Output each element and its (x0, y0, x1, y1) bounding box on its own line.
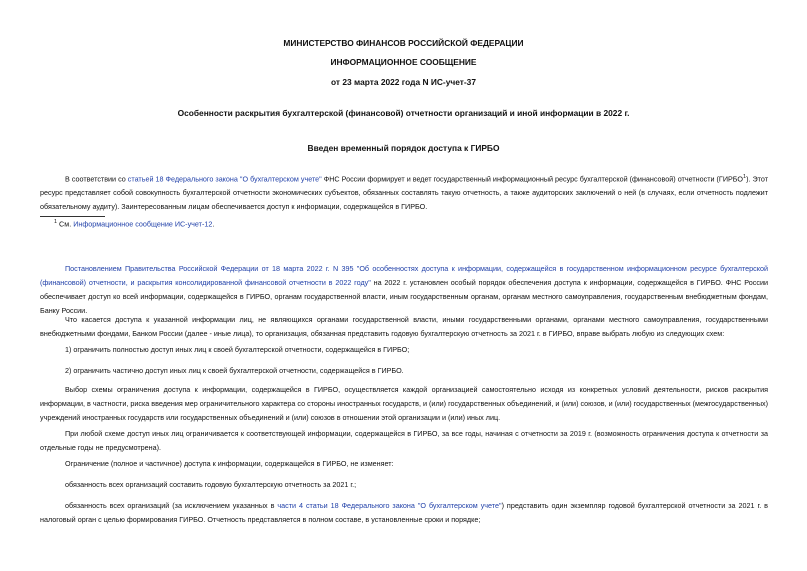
paragraph-9: обязанность всех организаций составить годовую бухгалтерскую отчетность за 2021 г.; (65, 480, 357, 489)
ministry-heading: МИНИСТЕРСТВО ФИНАНСОВ РОССИЙСКОЙ ФЕДЕРАЦИИ (283, 38, 524, 48)
doc-type-heading: ИНФОРМАЦИОННОЕ СООБЩЕНИЕ (330, 57, 477, 67)
paragraph-2 (40, 262, 768, 318)
link-government-decree-395[interactable]: Постановлением Правительства Российской Федерации от 18 марта 2022 г. N 395 "Об особенностях доступа к информации, содержащейся в государственном информационном ресурсе бухгалтерской (финансовой) отчетности, и раскрытия консолидированной финансовой отчетности в 2022 году" (40, 264, 768, 287)
link-info-message-12[interactable]: Информационное сообщение ИС-учет-12 (73, 219, 213, 229)
scheme-item-1: 1) ограничить полностью доступ иных лиц к своей бухгалтерской отчетности, содержащейся в ГИРБО; (65, 345, 410, 354)
footnote-mark: 1 (54, 219, 58, 225)
footnote (54, 219, 214, 228)
p10-text-2: ) представить один экземпляр годовой бухгалтерской отчетности за 2021 г. в налоговый орган с целью формирования ГИРБО. Отчетность представляется в полном составе, в установленные сроки и порядке; (40, 501, 768, 524)
footnote-divider (40, 216, 105, 217)
footnote-ref[interactable]: 1 (743, 174, 747, 180)
paragraph-10 (40, 499, 768, 527)
footnote-text-1: См. (57, 219, 74, 229)
paragraph-6: Выбор схемы ограничения доступа к информации, содержащейся в ГИРБО, осуществляется каждой организацией самостоятельно исходя из конкретных условий деятельности, рисков раскрытия информации, в частности, риска введения мер ограничительного характера со стороны иностранных государств, и (или) государственных объединений, и (или) союзов, и (или) государственных (межгосударственных) учреждений иностранных государств или государственных объединений и (или) союзов в отношении этой организации и (или) иных лиц. (40, 385, 768, 422)
paragraph-1 (40, 170, 768, 214)
p1-text-1: В соответствии со (65, 174, 128, 184)
scheme-item-2: 2) ограничить частично доступ иных лиц к своей бухгалтерской отчетности, содержащейся в ГИРБО. (65, 366, 404, 375)
paragraph-7: При любой схеме доступ иных лиц ограничивается к соответствующей информации, содержащейся в ГИРБО, за все годы, начиная с отчетности за 2019 г. (возможность ограничения доступа к отчетности за отдельные годы не предусмотрена). (40, 429, 768, 452)
footnote-text-2: . (212, 219, 215, 229)
link-part-4-article-18[interactable]: части 4 статьи 18 Федерального закона "О бухгалтерском учете" (277, 501, 502, 510)
doc-date-heading: от 23 марта 2022 года N ИС-учет-37 (331, 77, 476, 87)
p10-text-1: обязанность всех организаций (за исключением указанных в (65, 501, 278, 510)
link-article-18[interactable]: статьей 18 Федерального закона "О бухгалтерском учете" (127, 174, 322, 184)
document-title: Особенности раскрытия бухгалтерской (финансовой) отчетности организаций и иной информации в 2022 г. (177, 108, 630, 118)
paragraph-3: Что касается доступа к указанной информации лиц, не являющихся органами государственной власти, иными государственными органами, органами местного самоуправления, государственными внебюджетными фондами, Банком России (далее - иные лица), то организация, обязанная представить годовую бухгалтерскую отчетность за 2021 г. в ГИРБО, вправе выбрать любую из следующих схем: (40, 315, 768, 338)
p1-text-3: ). Этот ресурс представляет собой совокупность бухгалтерской отчетности экономических субъектов, обязанных составлять такую отчетность, а также аудиторских заключений о ней (в случаях, если отчетность подлежит обязательному аудиту). Заинтересованным лицам обеспечивается доступ к информации, содержащейся в ГИРБО. (40, 174, 768, 212)
document-subtitle: Введен временный порядок доступа к ГИРБО (307, 143, 500, 153)
p2-text-1: на 2022 г. установлен особый порядок обеспечения доступа к информации, содержащейся в ГИРБО. ФНС России обеспечивает доступ ко всей информации, содержащейся в ГИРБО, органам государственной власти, иным государственным органам, органам местного самоуправления, государственным внебюджетным фондам, Банку России. (40, 278, 768, 315)
p1-text-2: ФНС России формирует и ведет государственный информационный ресурс бухгалтерской (финансовой) отчетности (ГИРБО (321, 174, 744, 184)
paragraph-8: Ограничение (полное и частичное) доступа к информации, содержащейся в ГИРБО, не изменяет: (65, 459, 394, 468)
